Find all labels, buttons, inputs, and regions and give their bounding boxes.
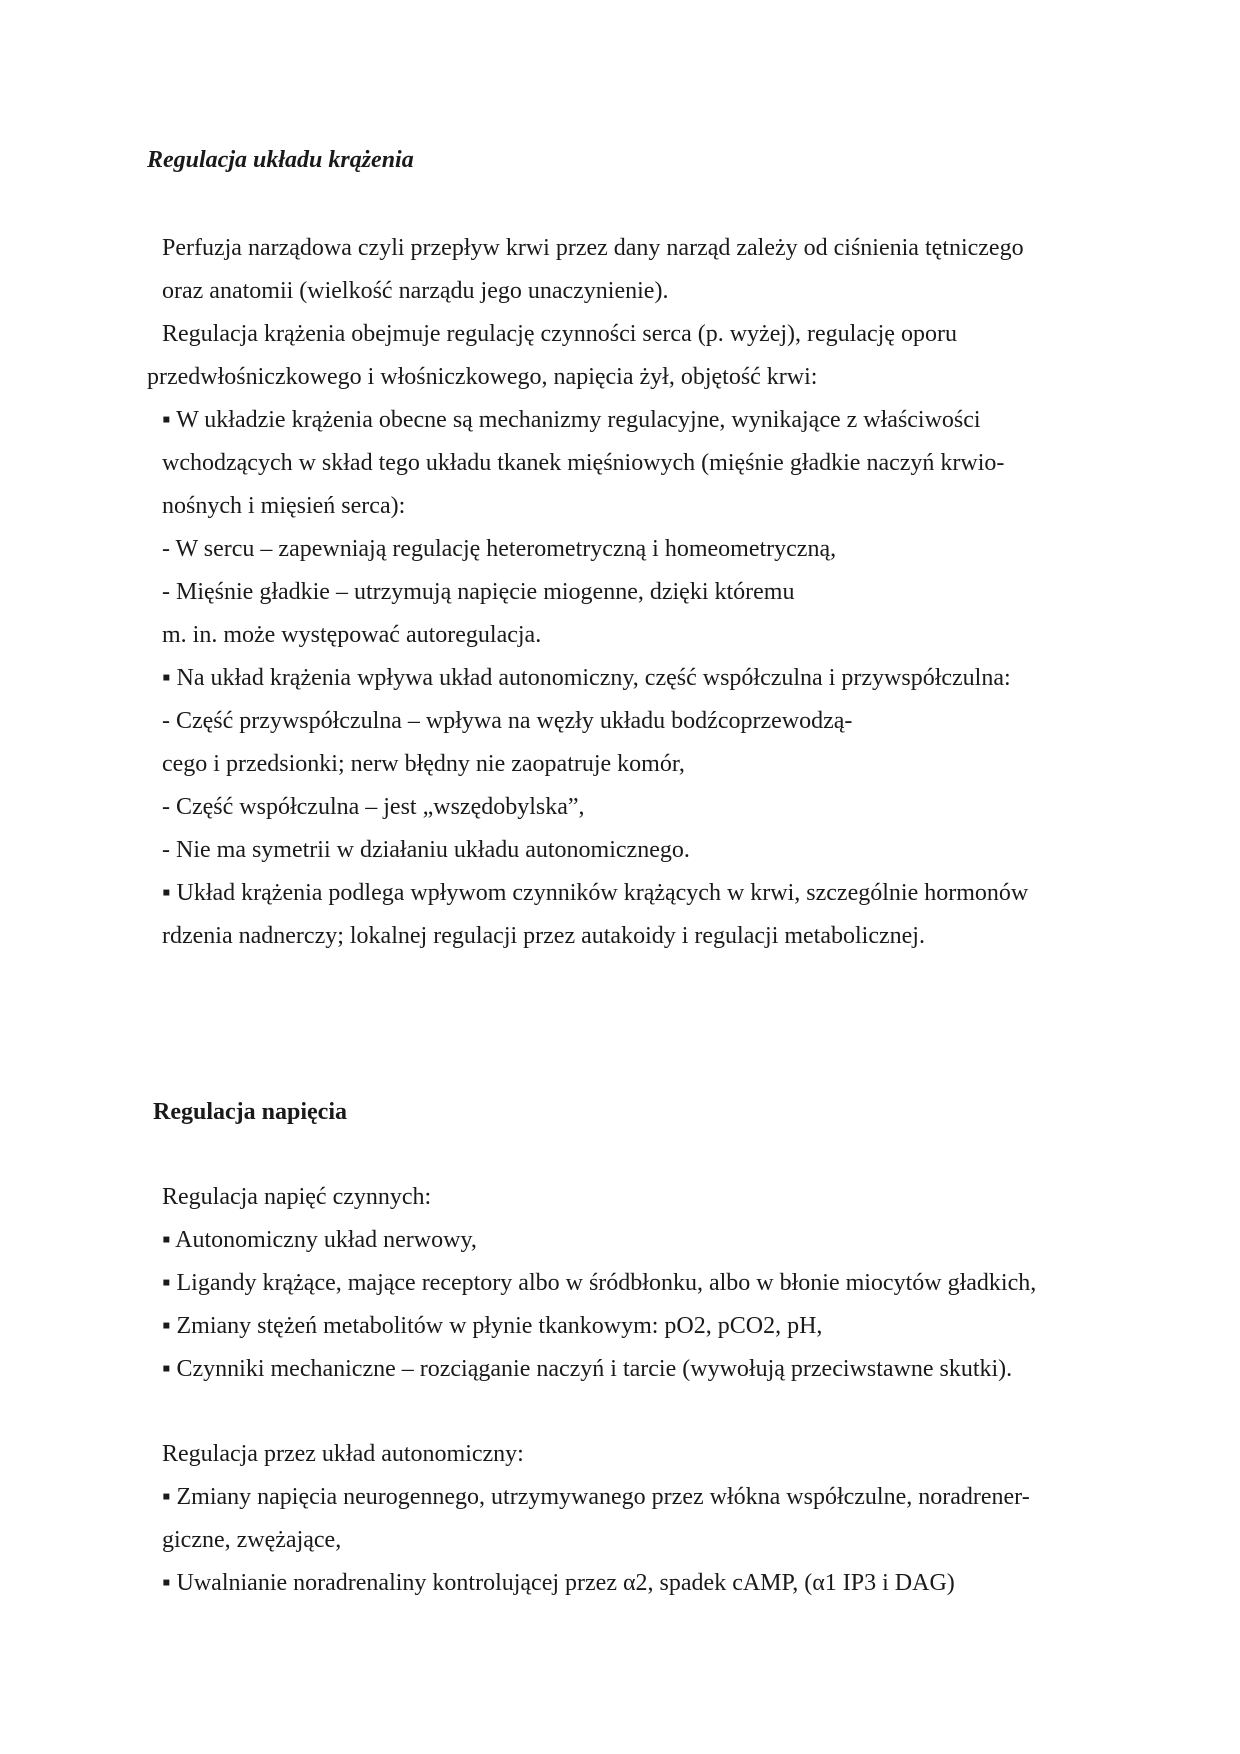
section-title: Regulacja układu krążenia (147, 147, 414, 173)
paragraph-line: nośnych i mięsień serca): (162, 493, 406, 519)
bullet-line: ▪ Układ krążenia podlega wpływom czynników krążących w krwi, szczególnie hormonów (162, 880, 1029, 906)
bullet-line: ▪ Na układ krążenia wpływa układ autonomiczny, część współczulna i przywspółczulna: (162, 665, 1011, 691)
paragraph-line: m. in. może występować autoregulacja. (162, 622, 542, 648)
bullet-line: ▪ Zmiany stężeń metabolitów w płynie tkankowym: pO2, pCO2, pH, (162, 1313, 823, 1339)
section-title: Regulacja napięcia (153, 1099, 347, 1125)
dash-line: - Mięśnie gładkie – utrzymują napięcie miogenne, dzięki któremu (162, 579, 795, 605)
dash-line: - Część przywspółczulna – wpływa na węzły układu bodźcoprzewodzą- (162, 708, 853, 734)
dash-line: - Część współczulna – jest „wszędobylska”, (162, 794, 585, 820)
bullet-line: ▪ W układzie krążenia obecne są mechanizmy regulacyjne, wynikające z właściwości (162, 407, 981, 433)
paragraph-line: giczne, zwężające, (162, 1527, 342, 1553)
bullet-line: ▪ Uwalnianie noradrenaliny kontrolującej przez α2, spadek cAMP, (α1 IP3 i DAG) (162, 1570, 955, 1596)
bullet-line: ▪ Zmiany napięcia neurogennego, utrzymywanego przez włókna współczulne, noradrener- (162, 1484, 1030, 1510)
dash-line: - W sercu – zapewniają regulację heterometryczną i homeometryczną, (162, 536, 837, 562)
bullet-line: ▪ Ligandy krążące, mające receptory albo w śródbłonku, albo w błonie miocytów gładkich, (162, 1270, 1037, 1296)
bullet-line: ▪ Czynniki mechaniczne – rozciąganie naczyń i tarcie (wywołują przeciwstawne skutki). (162, 1356, 1013, 1382)
paragraph-line: Regulacja krążenia obejmuje regulację czynności serca (p. wyżej), regulację oporu (162, 321, 957, 347)
paragraph-line: Perfuzja narządowa czyli przepływ krwi przez dany narząd zależy od ciśnienia tętniczego (162, 235, 1024, 261)
paragraph-line: Regulacja przez układ autonomiczny: (162, 1441, 524, 1467)
bullet-line: ▪ Autonomiczny układ nerwowy, (162, 1227, 477, 1253)
paragraph-line: cego i przedsionki; nerw błędny nie zaopatruje komór, (162, 751, 685, 777)
paragraph-line: rdzenia nadnerczy; lokalnej regulacji przez autakoidy i regulacji metabolicznej. (162, 923, 925, 949)
paragraph-line: wchodzących w skład tego układu tkanek mięśniowych (mięśnie gładkie naczyń krwio- (162, 450, 1005, 476)
paragraph-line: przedwłośniczkowego i włośniczkowego, napięcia żył, objętość krwi: (147, 364, 818, 390)
paragraph-line: Regulacja napięć czynnych: (162, 1184, 432, 1210)
paragraph-line: oraz anatomii (wielkość narządu jego unaczynienie). (162, 278, 669, 304)
dash-line: - Nie ma symetrii w działaniu układu autonomicznego. (162, 837, 690, 863)
